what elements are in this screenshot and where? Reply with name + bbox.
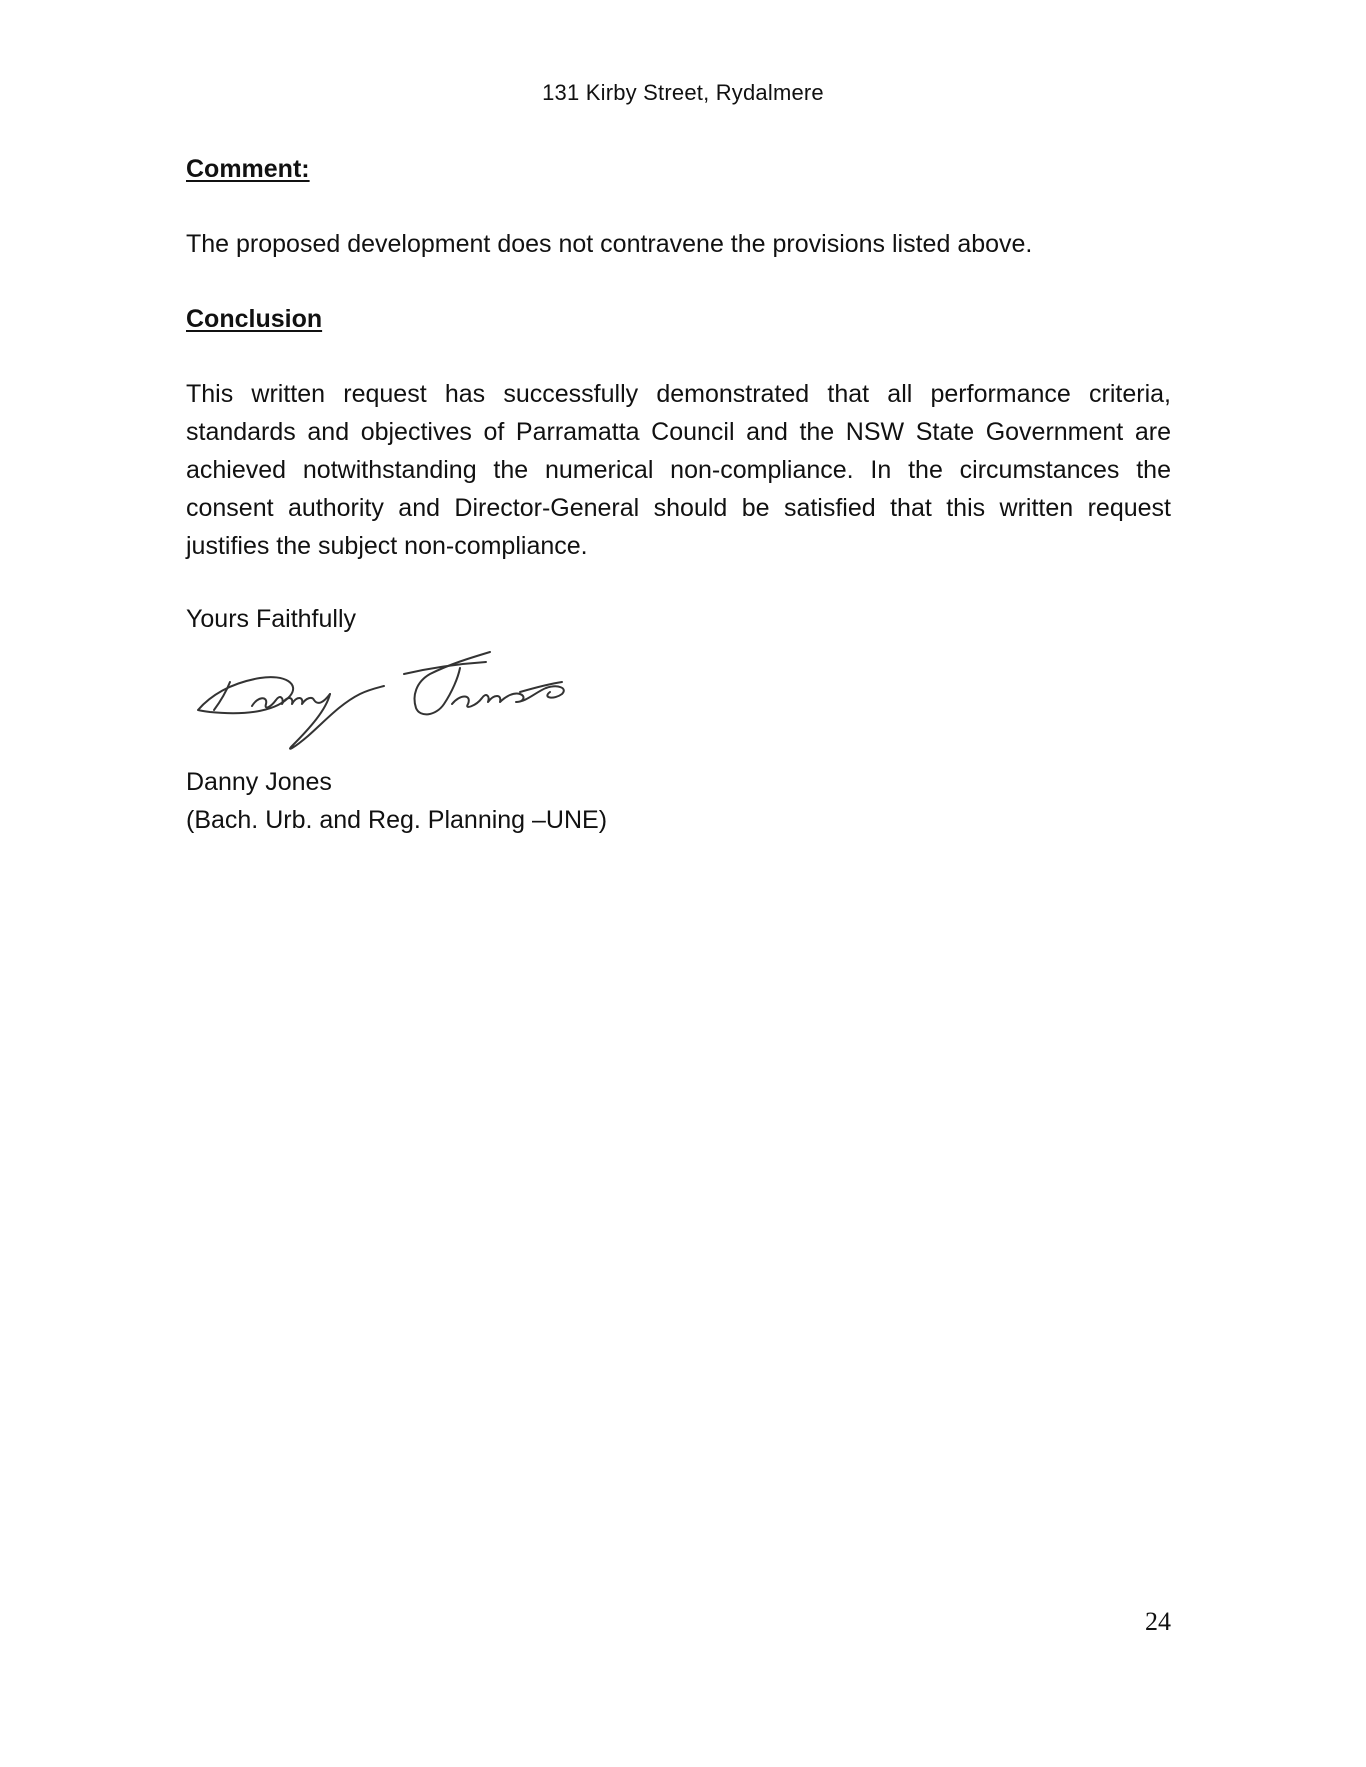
conclusion-heading: Conclusion — [186, 305, 323, 333]
handwritten-signature — [190, 648, 600, 758]
comment-heading: Comment: — [186, 155, 310, 183]
page-header-address: 131 Kirby Street, Rydalmere — [542, 80, 824, 105]
signatory-credential: (Bach. Urb. and Reg. Planning –UNE) — [186, 806, 608, 834]
page-number: 24 — [1145, 1607, 1171, 1636]
conclusion-paragraph: This written request has successfully demonstrated that all performance criteria, standards and objectives of Parramatta Council and the NSW State Government are achieved notwithstanding the numerical non-compliance. In the circumstances the consent authority and Director-General should be satisfied that this written request justifies the subject non-compliance. — [186, 380, 1171, 560]
closing-salutation: Yours Faithfully — [186, 605, 356, 633]
signatory-name: Danny Jones — [186, 768, 332, 796]
comment-paragraph: The proposed development does not contravene the provisions listed above. — [186, 230, 1033, 258]
